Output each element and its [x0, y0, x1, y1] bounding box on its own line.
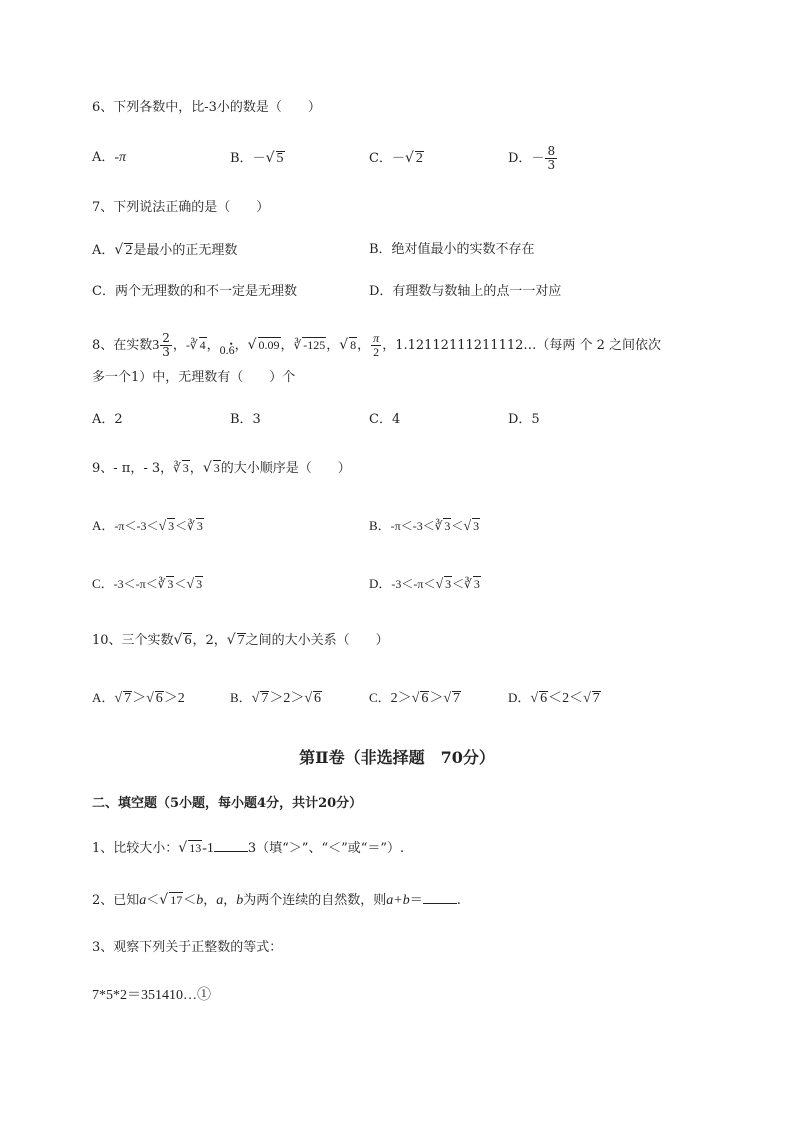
- q6-option-c-radicand: 2: [415, 151, 423, 166]
- q10-option-b: B．√ 7＞2＞√ 6: [230, 690, 322, 706]
- q7-option-a-radicand: 2: [125, 243, 133, 258]
- q7-stem: 7、下列说法正确的是（ ）: [92, 200, 270, 215]
- q6-option-d-fraction: $\frac{8}{3}$: [547, 144, 556, 172]
- q7-option-a-text: 是最小的正无理数: [133, 243, 238, 258]
- q6-option-a-value: -π: [114, 150, 127, 165]
- q6-option-a-label: A．: [92, 150, 115, 165]
- q7-option-d: D．有理数与数轴上的点一一对应: [369, 284, 562, 299]
- q6-stem: 6、下列各数中，比-3小的数是（ ）: [92, 100, 321, 115]
- q7-option-a: A．√ 2是最小的正无理数: [92, 242, 238, 258]
- q8-tail: ，1.12112111211112…（每两 个 2 之间依次: [382, 338, 662, 353]
- q10-option-c: C．2＞√ 6＞√ 7: [369, 690, 461, 706]
- q7-option-a-label: A．: [92, 243, 115, 258]
- q6-option-d-minus: －: [531, 151, 545, 166]
- q9-option-a: A．-π＜-3＜√ 3＜∛ 3: [92, 518, 203, 534]
- q8-repeating-digit: • 6: [229, 343, 235, 357]
- q9-stem: 9、- π，- 3，∛ 3，√ 3的大小顺序是（ ）: [92, 460, 351, 476]
- q8-option-b: B．3: [230, 412, 261, 427]
- q8-mixed-whole: 3: [152, 338, 160, 353]
- q6-option-b: B．－√ 5: [230, 150, 284, 166]
- q8-rad8: 8: [350, 338, 357, 352]
- q6-option-d: [508, 145, 558, 172]
- fill-q2-blank[interactable]: [423, 891, 457, 904]
- q8-pi-over-2: $\frac{\pi}{2}$: [373, 331, 380, 359]
- q6-option-b-label: B．: [230, 151, 253, 166]
- q8-cbrt-125: -125: [303, 338, 326, 352]
- q9-option-d: D．-3＜-π＜√ 3＜∛ 3: [369, 576, 480, 592]
- q9-option-b: B．-π＜-3＜∛ 3＜√ 3: [369, 518, 480, 534]
- q8-option-a: A．2: [92, 412, 123, 427]
- q6-option-b-radicand: 5: [276, 151, 284, 166]
- q6-option-a: [92, 148, 126, 168]
- q6-option-c-minus: －: [391, 151, 405, 166]
- fill-q3-equation-1: 7*5*2＝351410…①: [92, 988, 211, 1003]
- q10-stem: 10、三个实数√ 6，2，√ 7之间的大小关系（ ）: [92, 632, 389, 648]
- q10-option-d: D．√ 6＜2＜√ 7: [508, 690, 600, 706]
- q10-option-a: A．√ 7＞√ 6＞2: [92, 690, 185, 706]
- q8-stem-line1: 8、在实数3 $\frac{2}{3}$ ，-∛ 4，0.• 6，√ 0.09，∛ -125，√ 8， $\frac{\pi}{2}$ ，1.12112111211112…（每两 个 2 之间依次: [92, 332, 661, 359]
- q6-option-c: C．－√ 2: [369, 150, 423, 166]
- q8-rad-009: 0.09: [258, 338, 280, 352]
- q7-option-c: C．两个无理数的和不一定是无理数: [92, 284, 297, 299]
- q7-option-b: B．绝对值最小的实数不存在: [369, 242, 535, 257]
- fill-q2: 2、已知a＜√ 17＜b，a，b为两个连续的自然数，则a+b＝ .: [92, 892, 461, 908]
- q8-cbrt4-radicand: 4: [199, 338, 206, 352]
- section-title: 第Ⅱ卷（非选择题 70分）: [299, 748, 495, 767]
- q8-option-c: C．4: [369, 412, 401, 427]
- fill-q1-blank[interactable]: [214, 839, 248, 852]
- q8-stem-line2: 多一个1）中，无理数有（ ）个: [92, 370, 296, 385]
- fill-q3-stem: 3、观察下列关于正整数的等式：: [92, 940, 283, 955]
- section-subtitle: 二、填空题（5小题，每小题4分，共计20分）: [92, 796, 363, 811]
- q9-option-c: C．-3＜-π＜∛ 3＜√ 3: [92, 576, 203, 592]
- q8-mixed-fraction: $\frac{2}{3}$: [162, 331, 170, 359]
- q6-option-d-label: D．: [508, 151, 532, 166]
- q6-option-b-minus: －: [252, 151, 266, 166]
- q8-option-d: D．5: [508, 412, 540, 427]
- fill-q1: 1、比较大小：√ 13-1 3（填“＞”、“＜”或“＝”）.: [92, 840, 405, 856]
- q6-option-c-label: C．: [369, 151, 392, 166]
